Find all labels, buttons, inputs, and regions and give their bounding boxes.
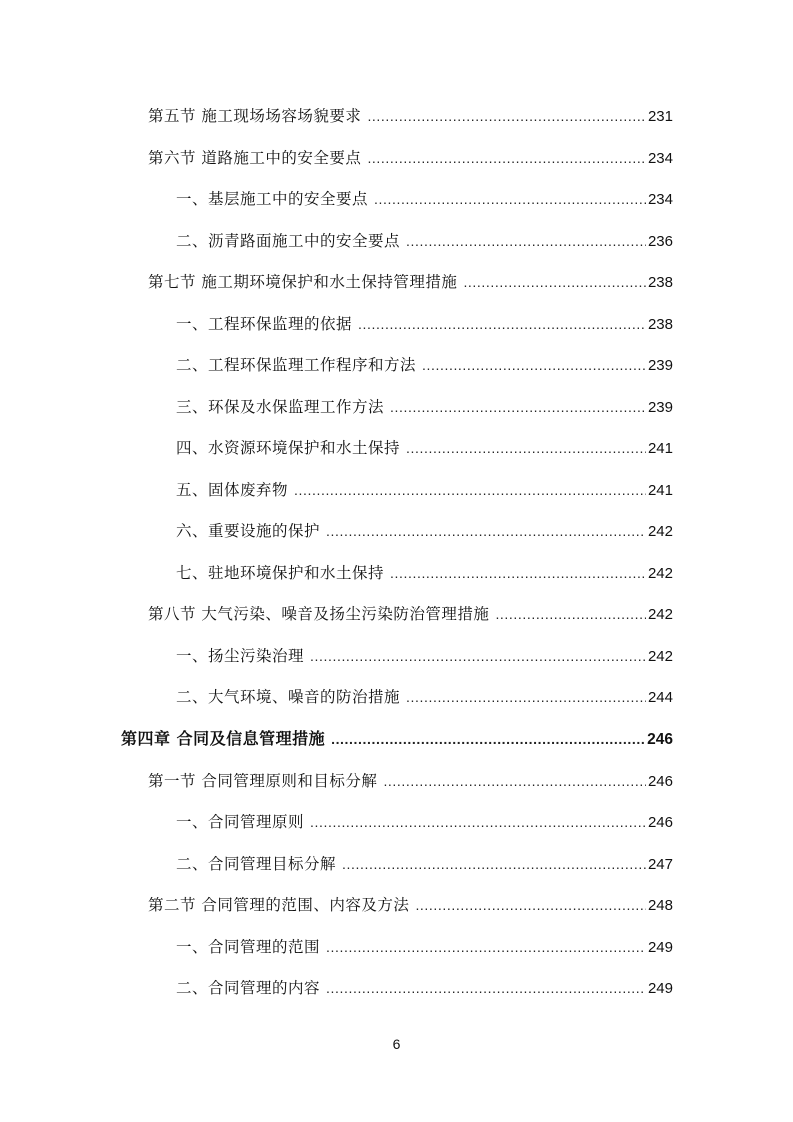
- toc-entry-page: 242: [647, 565, 673, 582]
- toc-entry[interactable]: [176, 937, 673, 958]
- toc-entry-title: 第二节 合同管理的范围、内容及方法: [148, 896, 410, 914]
- dot-leader: [367, 148, 646, 168]
- toc-entry-page: 238: [647, 274, 673, 291]
- toc-entry[interactable]: [176, 189, 673, 210]
- dot-leader: [326, 937, 646, 957]
- toc-entry[interactable]: [176, 646, 673, 667]
- dot-leader: [326, 521, 646, 541]
- toc-entry[interactable]: [176, 854, 673, 875]
- toc-entry[interactable]: [148, 604, 673, 625]
- toc-entry-page: 239: [647, 399, 673, 416]
- toc-entry[interactable]: [176, 978, 673, 999]
- page-number: 6: [392, 1036, 401, 1052]
- toc-entry-title: 第一节 合同管理原则和目标分解: [148, 772, 378, 790]
- toc-entry[interactable]: [148, 771, 673, 792]
- toc-entry[interactable]: [176, 397, 673, 418]
- toc-entry-title: 六、重要设施的保护: [176, 522, 321, 540]
- dot-leader: [383, 771, 646, 791]
- toc-entry-page: 246: [647, 773, 673, 790]
- toc-entry-page: 244: [647, 689, 673, 706]
- toc-entry-page: 241: [647, 482, 673, 499]
- toc-entry-title: 二、工程环保监理工作程序和方法: [176, 356, 417, 374]
- toc-entry-title: 第六节 道路施工中的安全要点: [148, 149, 362, 167]
- toc-entry-page: 249: [647, 939, 673, 956]
- toc-entry-title: 第四章 合同及信息管理措施: [121, 729, 326, 748]
- toc-entry-title: 二、合同管理的内容: [176, 979, 321, 997]
- dot-leader: [406, 687, 646, 707]
- toc-entry[interactable]: [176, 563, 673, 584]
- toc-entry-page: 239: [647, 357, 673, 374]
- toc-entry-title: 一、工程环保监理的依据: [176, 315, 353, 333]
- toc-entry[interactable]: [176, 480, 673, 501]
- toc-entry-title: 三、环保及水保监理工作方法: [176, 398, 385, 416]
- toc-entry-page: 242: [647, 648, 673, 665]
- toc-entry-page: 248: [647, 897, 673, 914]
- toc-entry-title: 第五节 施工现场场容场貌要求: [148, 107, 362, 125]
- toc-entry-page: 242: [647, 606, 673, 623]
- toc-entry[interactable]: [176, 687, 673, 708]
- toc-entry[interactable]: [148, 272, 673, 293]
- toc-entry[interactable]: [148, 895, 673, 916]
- dot-leader: [331, 729, 645, 749]
- toc-entry-page: 246: [647, 814, 673, 831]
- dot-leader: [390, 397, 646, 417]
- toc-chapter-entry[interactable]: [121, 729, 673, 750]
- dot-leader: [374, 189, 646, 209]
- toc-entry[interactable]: [176, 521, 673, 542]
- toc-entry[interactable]: [176, 231, 673, 252]
- dot-leader: [310, 646, 646, 666]
- toc-entry[interactable]: [148, 106, 673, 127]
- toc-entry-title: 七、驻地环境保护和水土保持: [176, 564, 385, 582]
- toc-entry-title: 二、大气环境、噪音的防治措施: [176, 688, 401, 706]
- toc-entry-page: 231: [647, 108, 673, 125]
- toc-entry-title: 二、合同管理目标分解: [176, 855, 337, 873]
- dot-leader: [406, 438, 646, 458]
- toc-entry-title: 一、扬尘污染治理: [176, 647, 305, 665]
- dot-leader: [326, 978, 646, 998]
- dot-leader: [415, 895, 646, 915]
- dot-leader: [463, 272, 646, 292]
- toc-entry[interactable]: [176, 355, 673, 376]
- dot-leader: [358, 314, 646, 334]
- toc-entry-page: 247: [647, 856, 673, 873]
- dot-leader: [495, 604, 646, 624]
- toc-entry-page: 236: [647, 233, 673, 250]
- toc-entry-title: 第八节 大气污染、噪音及扬尘污染防治管理措施: [148, 605, 490, 623]
- dot-leader: [342, 854, 646, 874]
- toc-entry-page: 234: [647, 150, 673, 167]
- toc-entry[interactable]: [176, 438, 673, 459]
- toc-entry-title: 一、合同管理的范围: [176, 938, 321, 956]
- dot-leader: [310, 812, 646, 832]
- toc-entry[interactable]: [176, 314, 673, 335]
- toc-entry-page: 246: [647, 731, 673, 748]
- toc-entry-title: 二、沥青路面施工中的安全要点: [176, 232, 401, 250]
- dot-leader: [367, 106, 646, 126]
- toc-entry-page: 238: [647, 316, 673, 333]
- dot-leader: [406, 231, 646, 251]
- dot-leader: [294, 480, 646, 500]
- toc-entry-title: 一、基层施工中的安全要点: [176, 190, 369, 208]
- toc-entry-page: 241: [647, 440, 673, 457]
- dot-leader: [390, 563, 646, 583]
- toc-entry-page: 234: [647, 191, 673, 208]
- dot-leader: [422, 355, 646, 375]
- toc-entry-page: 249: [647, 980, 673, 997]
- toc-entry-page: 242: [647, 523, 673, 540]
- toc-entry[interactable]: [148, 148, 673, 169]
- toc-entry-title: 四、水资源环境保护和水土保持: [176, 439, 401, 457]
- toc-entry-title: 第七节 施工期环境保护和水土保持管理措施: [148, 273, 458, 291]
- toc-entry-title: 五、固体废弃物: [176, 481, 289, 499]
- toc-entry[interactable]: [176, 812, 673, 833]
- toc-entry-title: 一、合同管理原则: [176, 813, 305, 831]
